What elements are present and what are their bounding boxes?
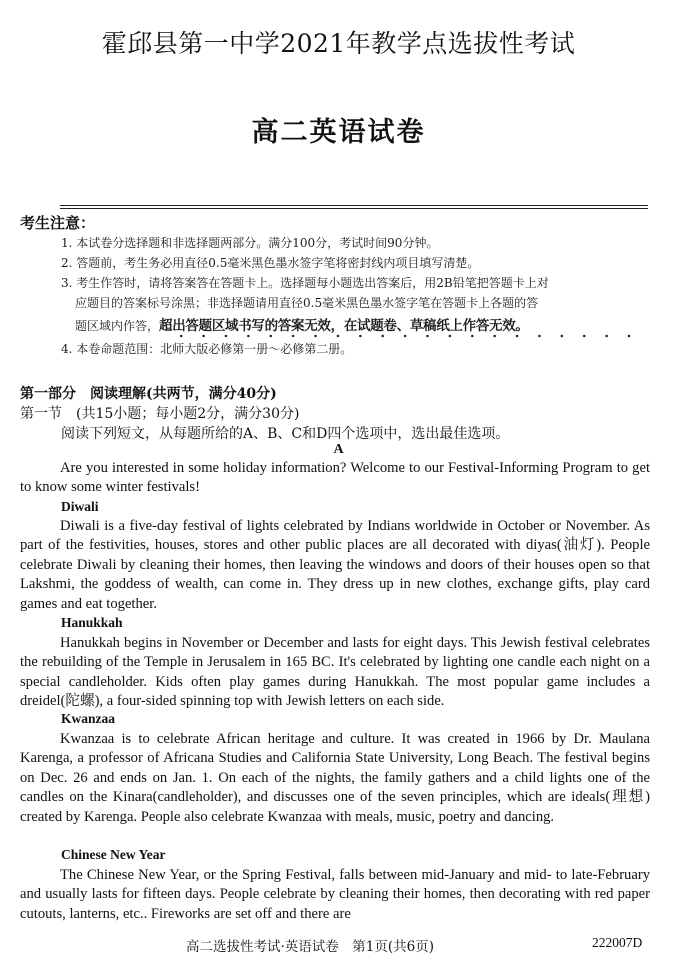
notice-item-3-plain: 题区域内作答，: [75, 319, 160, 333]
passage-letter: A: [333, 442, 344, 457]
passage-intro: Are you interested in some holiday information? Welcome to our Festival-Informing Program to get to know some winter festivals!: [20, 460, 650, 496]
subheading-kwanzaa: Kwanzaa: [61, 711, 115, 726]
notice-item-3-emphasis: 超出答题区域书写的答案无效，在试题卷、草稿纸上作答无效。: [159, 318, 529, 334]
section1-heading: 第一节 (共15小题；每小题2分，满分30分): [20, 406, 300, 422]
section-instructions: 阅读下列短文，从每题所给的A、B、C和D四个选项中，选出最佳选项。: [61, 426, 510, 442]
notice-item-1: 1. 本试卷分选择题和非选择题两部分。满分100分，考试时间90分钟。: [61, 236, 439, 250]
subheading-chinese-new-year: Chinese New Year: [61, 847, 166, 862]
paper-title: 高二英语试卷: [251, 117, 426, 148]
part1-heading: 第一部分 阅读理解(共两节，满分40分): [20, 386, 277, 402]
notice-item-2: 2. 答题前，考生务必用直径0.5毫米黑色墨水签字笔将密封线内项目填写清楚。: [61, 256, 480, 270]
header-divider-thin: [60, 208, 648, 209]
subheading-hanukkah: Hanukkah: [61, 615, 123, 630]
notice-item-4: 4. 本卷命题范围：北师大版必修第一册～必修第二册。: [61, 342, 353, 356]
notice-item-3-line-1: 3. 考生作答时，请将答案答在答题卡上。选择题每小题选出答案后，用2B铅笔把答题卡上对: [61, 276, 549, 290]
page-footer: 高二选拔性考试·英语试卷 第1页(共6页): [186, 939, 435, 955]
school-exam-title: 霍邱县第一中学2021年教学点选拔性考试: [101, 29, 576, 58]
paragraph-diwali: Diwali is a five-day festival of lights celebrated by Indians worldwide in October or November. As part of the festivities, houses, stores and other public places are all decorated with diyas(油灯). People celebrate Diwali by cleaning their homes, then leaving the windows and doors of their houses open so that Lakshmi, the goddess of wealth, can come in. They dress up in new clothes, exchange gifts, play card games and eat together.: [20, 518, 650, 612]
notice-heading: 考生注意：: [20, 214, 96, 232]
notice-item-3-line-3: [75, 314, 529, 334]
notice-item-3-line-2: 应题目的答案标号涂黑；非选择题请用直径0.5毫米黑色墨水签字笔在答题卡上各题的答: [75, 296, 539, 310]
paper-code: 222007D: [592, 935, 643, 950]
subheading-diwali: Diwali: [61, 499, 99, 514]
paragraph-hanukkah: Hanukkah begins in November or December and lasts for eight days. This Jewish festival celebrates the rebuilding of the Temple in Jerusalem in 165 BC. It's celebrated by lighting one candle each night on a special candleholder. Kids often play games during Hanukkah. The most popular game includes a dreidel(陀螺), a four-sided spinning top with Jewish letters on each side.: [20, 635, 650, 710]
paragraph-kwanzaa: Kwanzaa is to celebrate African heritage and culture. It was created in 1966 by Dr. Maulana Karenga, a professor of Africana Studies and California State University, Long Beach. The festival begins on Dec. 26 and ends on Jan. 1. On each of the nights, the family gathers and a child lights one of the candles on the Kinara(candleholder), and discusses one of the seven principles, which are ideals(理想) created by Karenga. People also celebrate Kwanzaa with meals, music, poetry and dancing.: [20, 731, 650, 825]
emphasis-dots: [170, 334, 640, 338]
header-divider-thick: [60, 205, 648, 206]
paragraph-chinese-new-year: The Chinese New Year, or the Spring Festival, falls between mid-January and mid- to late-February and usually lasts for fifteen days. People celebrate by cleaning their homes, then decorating with red paper cutouts, lanterns, etc.. Fireworks are set off and there are: [20, 867, 650, 922]
